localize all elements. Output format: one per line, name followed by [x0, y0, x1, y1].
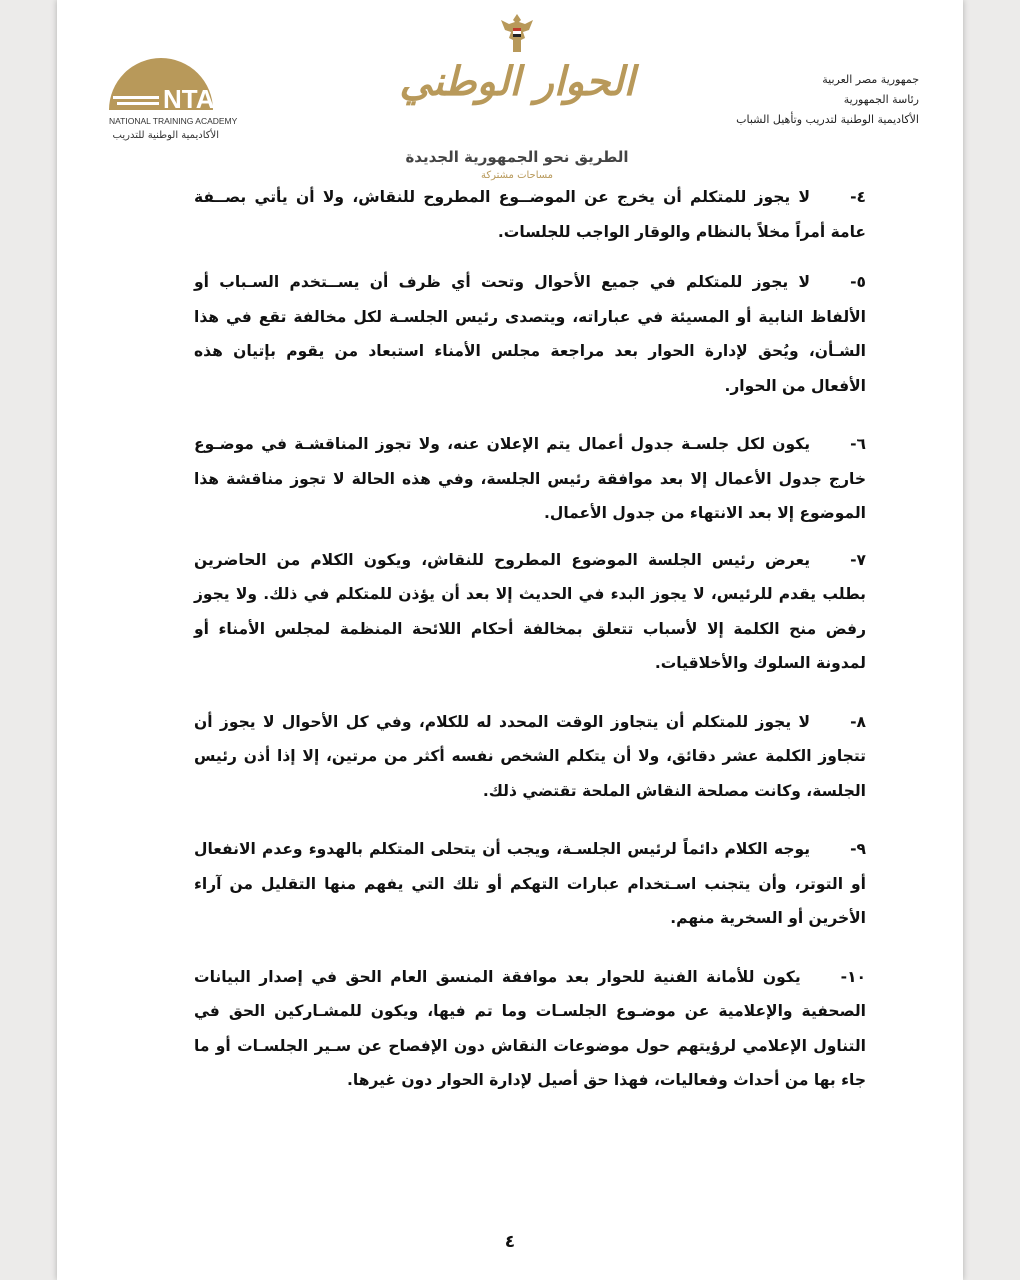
paragraph-5	[194, 265, 866, 403]
document-page	[57, 0, 963, 1280]
logo-slogan-sub: مساحات مشتركة	[480, 170, 554, 181]
gov-line-academy: الأكاديمية الوطنية لتدريب وتأهيل الشباب	[736, 113, 919, 126]
gov-line-presidency: رئاسة الجمهورية	[843, 93, 919, 106]
paragraph-7	[194, 543, 866, 681]
paragraph-number: ٨-	[850, 712, 866, 731]
paragraph-number: ٩-	[850, 840, 866, 858]
logo-slogan: الطريق نحو الجمهورية الجديدة	[405, 148, 629, 166]
paragraph-text: يوجه الكلام دائماً لرئيس الجلسـة، ويجب أن يتحلى المتكلم بالهدوء وعدم الانفعال أو التوتر، وأن يتجنب اسـتخدام عبارات التهكم أو تلك التي يفهم منها التقليل من آراء الأخرين أو السخرية منهم.	[194, 840, 866, 927]
paragraph-number: ١٠-	[840, 967, 866, 986]
nta-english-name: NATIONAL TRAINING ACADEMY	[109, 116, 238, 126]
paragraph-number: ٥-	[850, 273, 866, 291]
paragraph-number: ٧-	[850, 550, 866, 569]
paragraph-6	[194, 427, 866, 531]
government-header	[679, 70, 919, 130]
paragraph-8	[194, 705, 866, 809]
paragraph-text: لا يجوز للمتكلم أن يتجاوز الوقت المحدد له للكلام، وفي كل الأحوال لا يجوز أن تتجاوز الكلمة عشر دقائق، ولا أن يتكلم الشخص نفسه أكثر من مرتين، إلا إذا أذن رئيس الجلسة، وكانت مصلحة النقاش الملحة تقتضي ذلك.	[194, 712, 866, 800]
gov-line-country: جمهورية مصر العربية	[822, 73, 919, 86]
paragraph-9	[194, 832, 866, 936]
logo-calligraphy: الحوار الوطني	[399, 58, 635, 105]
eagle-emblem-icon	[499, 12, 535, 56]
paragraph-text: يكون لكل جلسـة جدول أعمال يتم الإعلان عنه، ولا تجوز المناقشـة في موضـوع خارج جدول الأعمال إلا بعد موافقة رئيس الجلسة، وفي هذه الحالة لا تجوز مناقشة هذا الموضوع إلا بعد الانتهاء من جدول الأعمال.	[194, 435, 866, 522]
document-body	[194, 180, 866, 1098]
paragraph-text: لا يجوز للمتكلم أن يخرج عن الموضــوع المطروح للنقاش، ولا أن يأتي بصــفة عامة أمراً مخلاً بالنظام والوقار الواجب للجلسات.	[194, 188, 866, 241]
paragraph-text: يعرض رئيس الجلسة الموضوع المطروح للنقاش، ويكون الكلام من الحاضرين بطلب يقدم للرئيس، لا يجوز البدء في الحديث إلا بعد أن يؤذن للمتكلم في ذلك. ولا يجوز رفض منح الكلمة إلا لأسباب تتعلق بمخالفة أحكام اللائحة المنظمة لمجلس الأمناء أو لمدونة السلوك والأخلاقيات.	[194, 550, 866, 672]
page-number: ٤	[504, 1232, 516, 1252]
paragraph-4	[194, 180, 866, 249]
paragraph-number: ٤-	[850, 188, 866, 206]
nta-logo-text: NTA	[163, 84, 215, 114]
paragraph-number: ٦-	[850, 435, 866, 453]
national-dialogue-logo	[397, 8, 637, 183]
nta-arabic-name: الأكاديمية الوطنية للتدريب	[112, 130, 219, 141]
nta-logo	[109, 58, 238, 150]
paragraph-text: لا يجوز للمتكلم في جميع الأحوال وتحت أي ظرف أن يســتخدم السـباب أو الألفاظ النابية أو المسيئة في عباراته، ويتصدى رئيس الجلسـة لكل مخالفة تقع في هذا الشـأن، ويُحق لإدارة الحوار بعد مراجعة مجلس الأمناء استبعاد من يقوم بإتيان هذه الأفعال من الحوار.	[194, 273, 866, 395]
paragraph-text: يكون للأمانة الفنية للحوار بعد موافقة المنسق العام الحق في إصدار البيانات الصحفية والإعلامية عن موضـوع الجلسـات وما تم فيها، ويكون للمشـاركين الحق في التناول الإعلامي لرؤيتهم حول موضوعات النقاش دون الإفصاح عن سـير الجلسـات أو ما جاء بها من أحداث وفعاليات، فهذا حق أصيل لإدارة الحوار دون غيرها.	[194, 967, 866, 1089]
paragraph-10	[194, 960, 866, 1098]
